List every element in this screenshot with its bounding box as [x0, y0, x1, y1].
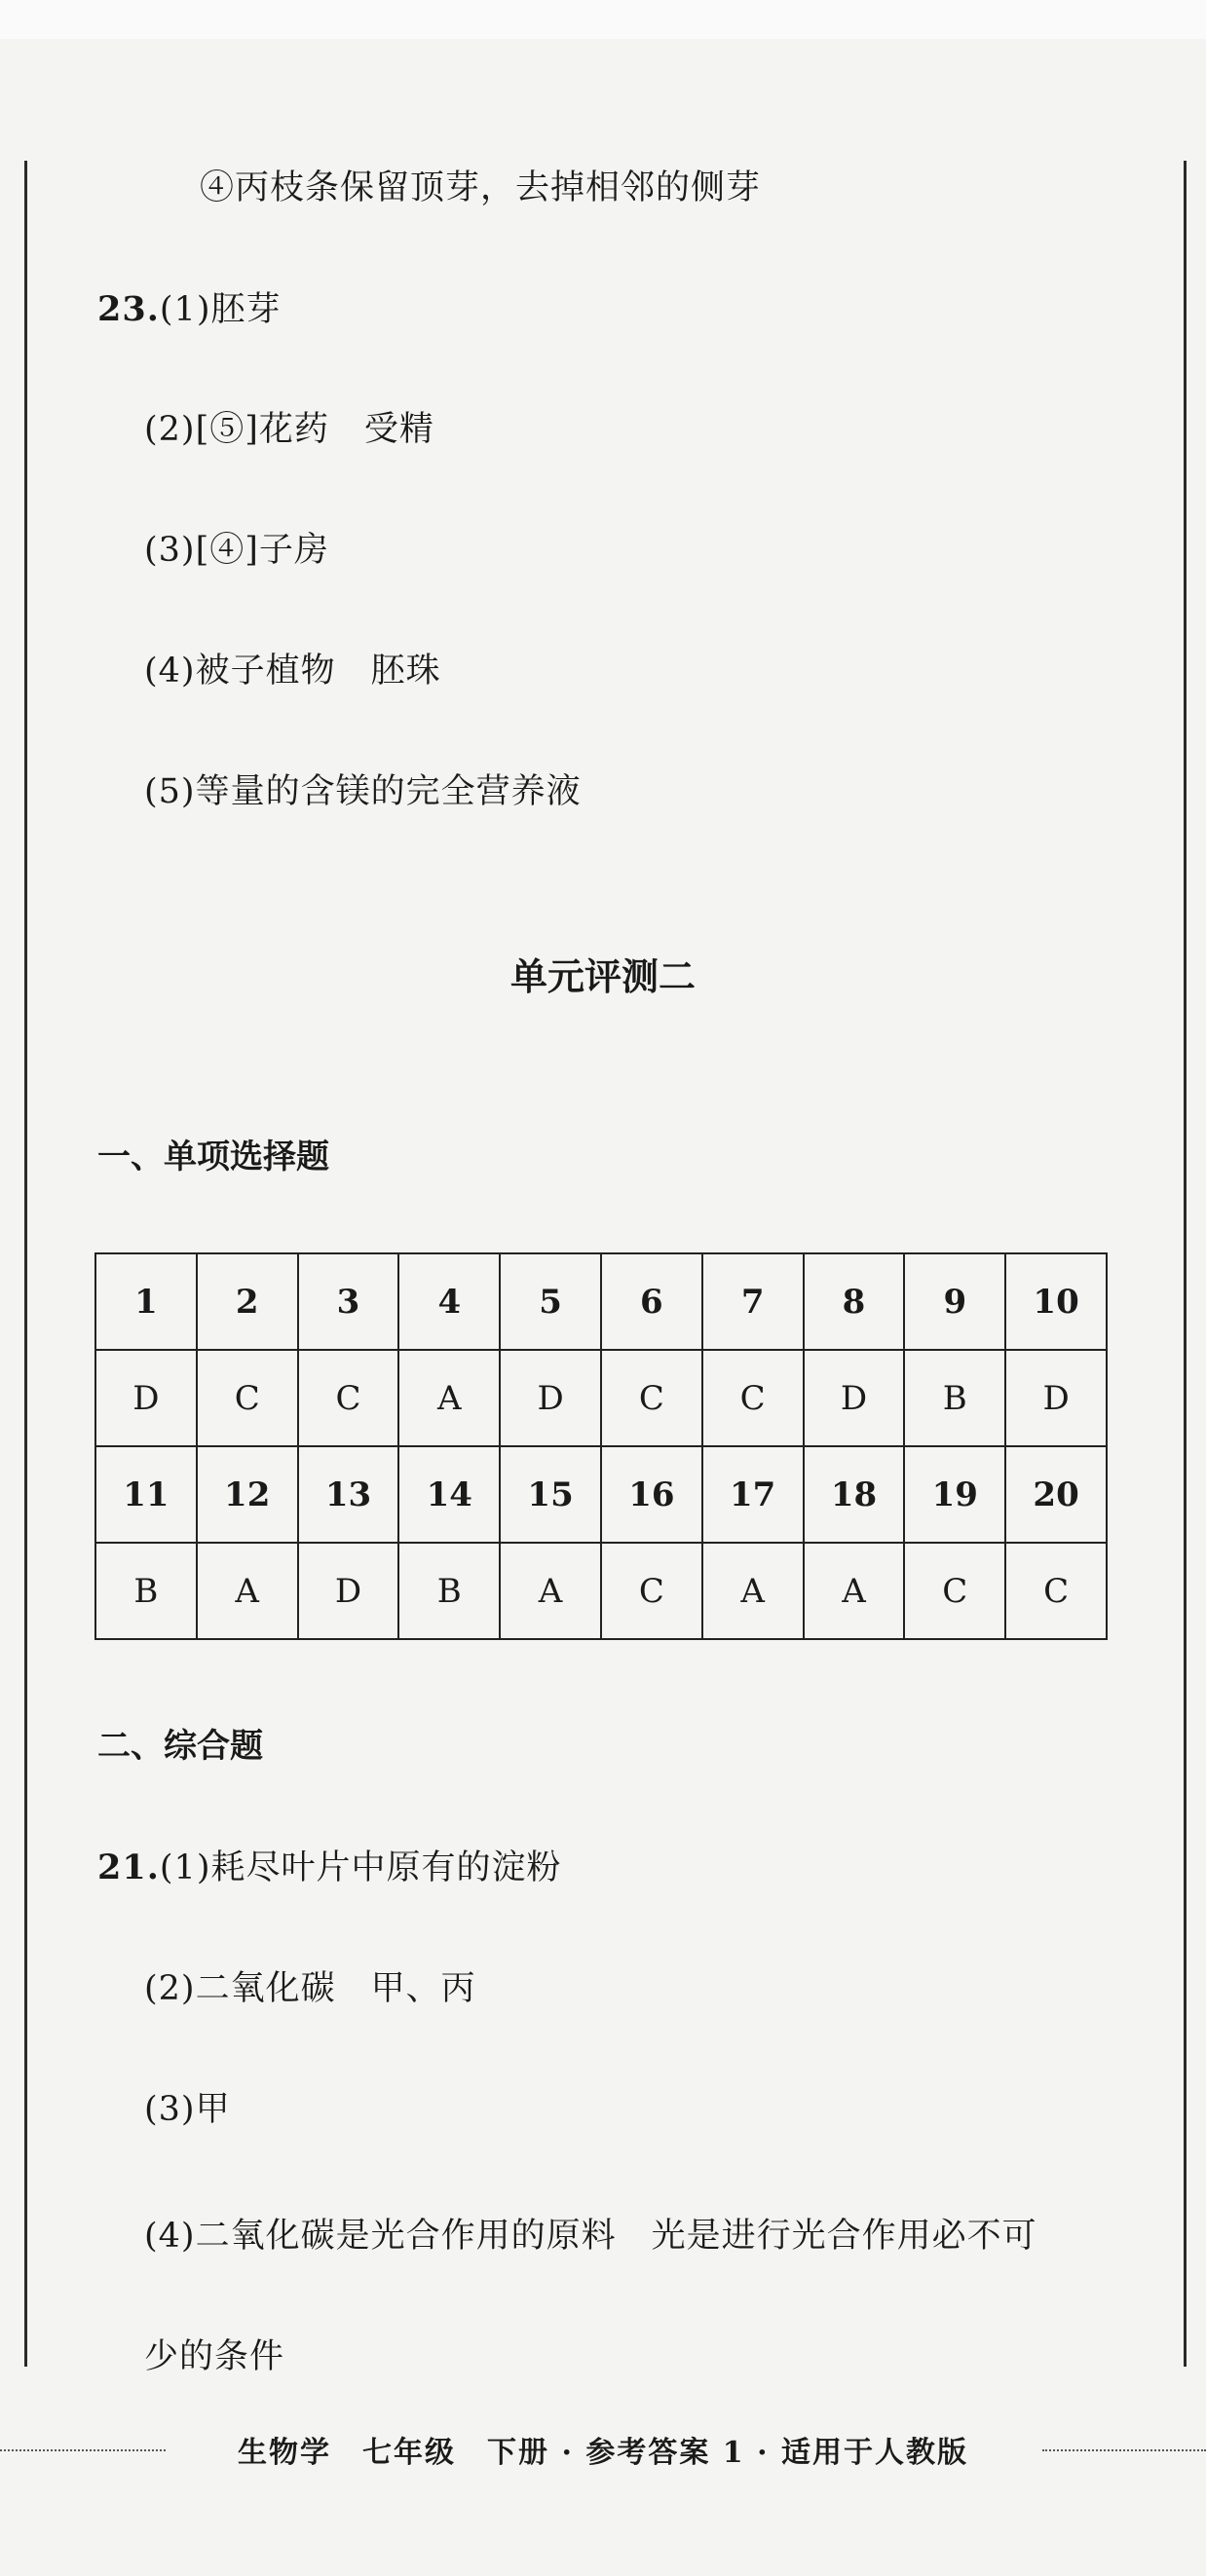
table-cell: 18 — [804, 1446, 905, 1543]
answer-table — [94, 1252, 1108, 1640]
q21-item-4: (4)二氧化碳是光合作用的原料 光是进行光合作用必不可 — [144, 2217, 1037, 2256]
table-cell: 17 — [702, 1446, 804, 1543]
table-cell: C — [197, 1350, 298, 1446]
q21-item-1: (1)耗尽叶片中原有的淀粉 — [159, 1848, 562, 1887]
continued-answer-line: ④丙枝条保留顶芽，去掉相邻的侧芽 — [200, 168, 762, 207]
table-row — [95, 1253, 1107, 1350]
table-cell: D — [804, 1350, 905, 1446]
table-cell: C — [1005, 1543, 1107, 1639]
question-number: 23. — [97, 289, 160, 329]
q23-first-line — [97, 282, 281, 331]
part2-heading: 二、综合题 — [97, 1727, 263, 1766]
q23-item-5: (5)等量的含镁的完全营养液 — [144, 772, 582, 811]
q23-item-3: (3)[④]子房 — [144, 531, 329, 570]
table-cell: 8 — [804, 1253, 905, 1350]
table-row — [95, 1446, 1107, 1543]
table-cell: 4 — [398, 1253, 500, 1350]
table-cell: D — [1005, 1350, 1107, 1446]
table-cell: 14 — [398, 1446, 500, 1543]
table-cell: 12 — [197, 1446, 298, 1543]
table-cell: 15 — [500, 1446, 601, 1543]
part1-heading: 一、单项选择题 — [97, 1138, 329, 1176]
table-cell: 16 — [601, 1446, 702, 1543]
table-cell: B — [904, 1350, 1005, 1446]
q21-item-3: (3)甲 — [144, 2090, 231, 2129]
table-cell: 5 — [500, 1253, 601, 1350]
table-cell: 3 — [298, 1253, 399, 1350]
table-cell: 13 — [298, 1446, 399, 1543]
table-cell: 6 — [601, 1253, 702, 1350]
table-cell: C — [904, 1543, 1005, 1639]
table-cell: B — [95, 1543, 197, 1639]
q21-first-line — [97, 1841, 562, 1889]
left-margin-rule — [24, 161, 27, 2367]
table-cell: B — [398, 1543, 500, 1639]
table-cell: A — [197, 1543, 298, 1639]
table-cell: D — [298, 1543, 399, 1639]
table-cell: A — [398, 1350, 500, 1446]
table-cell: 7 — [702, 1253, 804, 1350]
table-cell: 1 — [95, 1253, 197, 1350]
table-cell: C — [702, 1350, 804, 1446]
q21-item-2: (2)二氧化碳 甲、丙 — [144, 1969, 476, 2008]
table-row — [95, 1543, 1107, 1639]
table-cell: A — [804, 1543, 905, 1639]
table-cell: C — [601, 1543, 702, 1639]
table-cell: 19 — [904, 1446, 1005, 1543]
table-cell: A — [500, 1543, 601, 1639]
right-margin-rule — [1184, 161, 1187, 2367]
q23-item-2: (2)[⑤]花药 受精 — [144, 410, 434, 449]
table-cell: A — [702, 1543, 804, 1639]
table-cell: D — [95, 1350, 197, 1446]
q23-item-4: (4)被子植物 胚珠 — [144, 652, 441, 691]
page-footer: 生物学 七年级 下册 · 参考答案 1 · 适用于人教版 — [238, 2436, 968, 2470]
table-cell: 11 — [95, 1446, 197, 1543]
table-cell: C — [601, 1350, 702, 1446]
section-title: 单元评测二 — [509, 955, 696, 998]
scan-top-band — [0, 0, 1206, 39]
question-number: 21. — [97, 1848, 160, 1887]
table-cell: 2 — [197, 1253, 298, 1350]
table-cell: C — [298, 1350, 399, 1446]
table-cell: 9 — [904, 1253, 1005, 1350]
q23-item-1: (1)胚芽 — [159, 290, 282, 329]
table-cell: 10 — [1005, 1253, 1107, 1350]
table-cell: 20 — [1005, 1446, 1107, 1543]
q21-item-4-continued: 少的条件 — [144, 2337, 285, 2376]
table-cell: D — [500, 1350, 601, 1446]
table-row — [95, 1350, 1107, 1446]
